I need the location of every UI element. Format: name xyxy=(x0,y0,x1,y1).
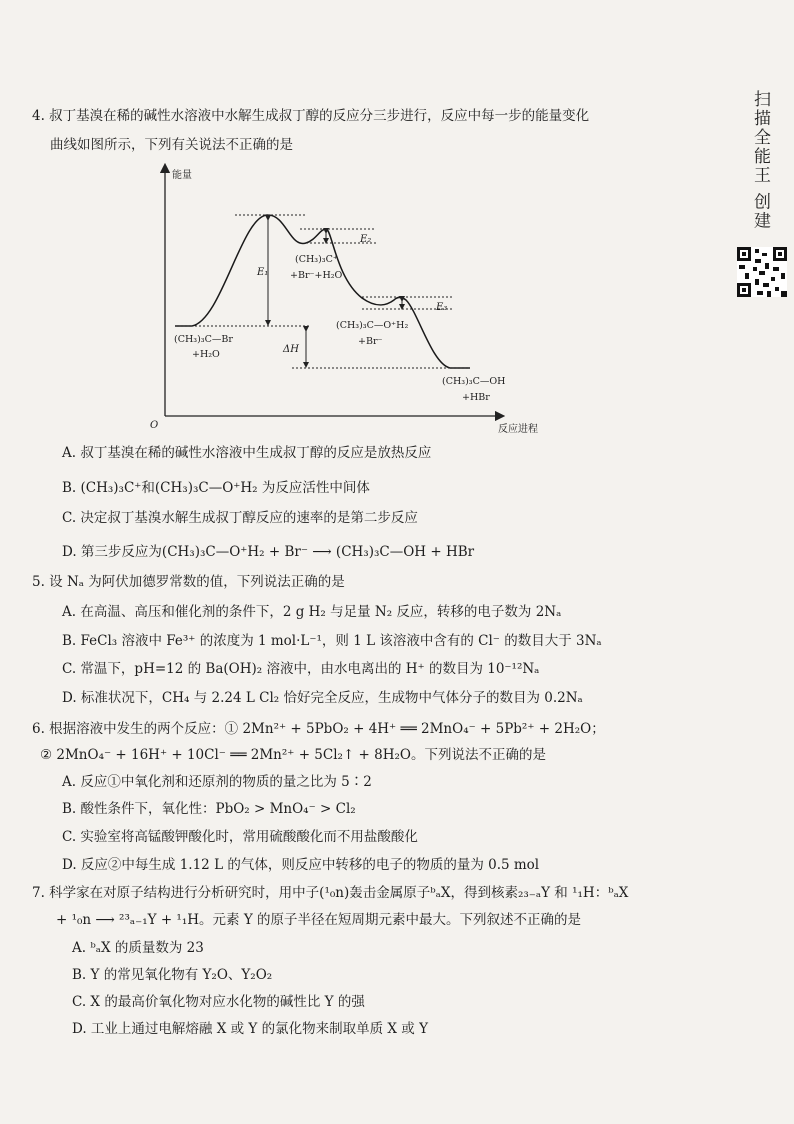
q5-stem: 5. 设 Nₐ 为阿伏加德罗常数的值，下列说法正确的是 xyxy=(32,574,345,590)
q4-option-b: B. (CH₃)₃C⁺和(CH₃)₃C—O⁺H₂ 为反应活性中间体 xyxy=(62,480,370,496)
q4-option-c: C. 决定叔丁基溴水解生成叔丁醇反应的速率的是第二步反应 xyxy=(62,510,418,526)
q5-option-a: A. 在高温、高压和催化剂的条件下，2 g H₂ 与足量 N₂ 反应，转移的电子数为 2Nₐ xyxy=(62,604,562,620)
intermediate2-label: (CH₃)₃C—O⁺H₂ xyxy=(336,320,409,331)
e2-label: E₂ xyxy=(360,234,372,245)
q5-option-d: D. 标准状况下，CH₄ 与 2.24 L Cl₂ 恰好完全反应，生成物中气体分子的数目为 0.2Nₐ xyxy=(62,690,583,706)
e1-label: E₁ xyxy=(257,267,269,278)
x-axis-label: 反应进程 xyxy=(498,424,538,435)
q5-option-c: C. 常温下，pH=12 的 Ba(OH)₂ 溶液中，由水电离出的 H⁺ 的数目为 10⁻¹²Nₐ xyxy=(62,661,540,677)
q6-option-c: C. 实验室将高锰酸钾酸化时，常用硫酸酸化而不用盐酸酸化 xyxy=(62,829,418,845)
q6-option-a: A. 反应①中氧化剂和还原剂的物质的量之比为 5∶2 xyxy=(62,774,372,790)
origin-label: O xyxy=(150,420,159,431)
q6-option-b: B. 酸性条件下，氧化性：PbO₂ > MnO₄⁻ > Cl₂ xyxy=(62,801,356,817)
q4-option-a: A. 叔丁基溴在稀的碱性水溶液中生成叔丁醇的反应是放热反应 xyxy=(62,445,432,461)
scanner-watermark: 扫描全能王 创建 xyxy=(750,90,770,231)
q7-option-c: C. X 的最高价氧化物对应水化物的碱性比 Y 的强 xyxy=(72,994,365,1010)
q7-stem-line2: + ¹₀n ⟶ ²³ₐ₋₁Y + ¹₁H。元素 Y 的原子半径在短周期元素中最大。下列叙述不正确的是 xyxy=(56,912,582,928)
q6-option-d: D. 反应②中每生成 1.12 L 的气体，则反应中转移的电子的物质的量为 0.5 mol xyxy=(62,857,540,873)
qr-code xyxy=(737,247,787,297)
e3-label: E₃ xyxy=(436,302,448,313)
q4-stem-line2: 曲线如图所示，下列有关说法不正确的是 xyxy=(50,137,293,153)
q7-option-a: A. ᵇₐX 的质量数为 23 xyxy=(72,940,204,956)
y-axis-label: 能量 xyxy=(172,170,192,181)
q7-stem-line1: 7. 科学家在对原子结构进行分析研究时，用中子(¹₀n)轰击金属原子ᵇₐX，得到核素₂₃₋ₐY 和 ¹₁H：ᵇₐX xyxy=(32,885,629,901)
q6-stem-line2: ② 2MnO₄⁻ + 16H⁺ + 10Cl⁻ ══ 2Mn²⁺ + 5Cl₂↑ + 8H₂O。下列说法不正确的是 xyxy=(40,747,546,763)
q4-option-d: D. 第三步反应为(CH₃)₃C—O⁺H₂ + Br⁻ ⟶ (CH₃)₃C—OH + HBr xyxy=(62,544,475,560)
energy-diagram xyxy=(140,162,560,437)
reactant-label-2: +H₂O xyxy=(192,349,220,360)
q4-stem-line1: 4. 叔丁基溴在稀的碱性水溶液中水解生成叔丁醇的反应分三步进行，反应中每一步的能量变化 xyxy=(32,108,590,124)
q5-option-b: B. FeCl₃ 溶液中 Fe³⁺ 的浓度为 1 mol·L⁻¹，则 1 L 该溶液中含有的 Cl⁻ 的数目大于 3Nₐ xyxy=(62,633,602,649)
q7-option-d: D. 工业上通过电解熔融 X 或 Y 的氯化物来制取单质 X 或 Y xyxy=(72,1021,429,1037)
energy-curve xyxy=(175,215,470,368)
q7-option-b: B. Y 的常见氧化物有 Y₂O、Y₂O₂ xyxy=(72,967,273,983)
intermediate1-label-2: +Br⁻+H₂O xyxy=(290,270,343,281)
product-label: (CH₃)₃C—OH xyxy=(442,376,506,387)
delta-h-label: ΔH xyxy=(283,344,299,355)
q6-stem-line1: 6. 根据溶液中发生的两个反应：① 2Mn²⁺ + 5PbO₂ + 4H⁺ ══ 2MnO₄⁻ + 5Pb²⁺ + 2H₂O； xyxy=(32,721,605,737)
intermediate2-label-2: +Br⁻ xyxy=(358,336,383,347)
intermediate1-label: (CH₃)₃C⁺ xyxy=(295,254,338,265)
product-label-2: +HBr xyxy=(462,392,490,403)
reactant-label: (CH₃)₃C—Br xyxy=(174,334,233,345)
